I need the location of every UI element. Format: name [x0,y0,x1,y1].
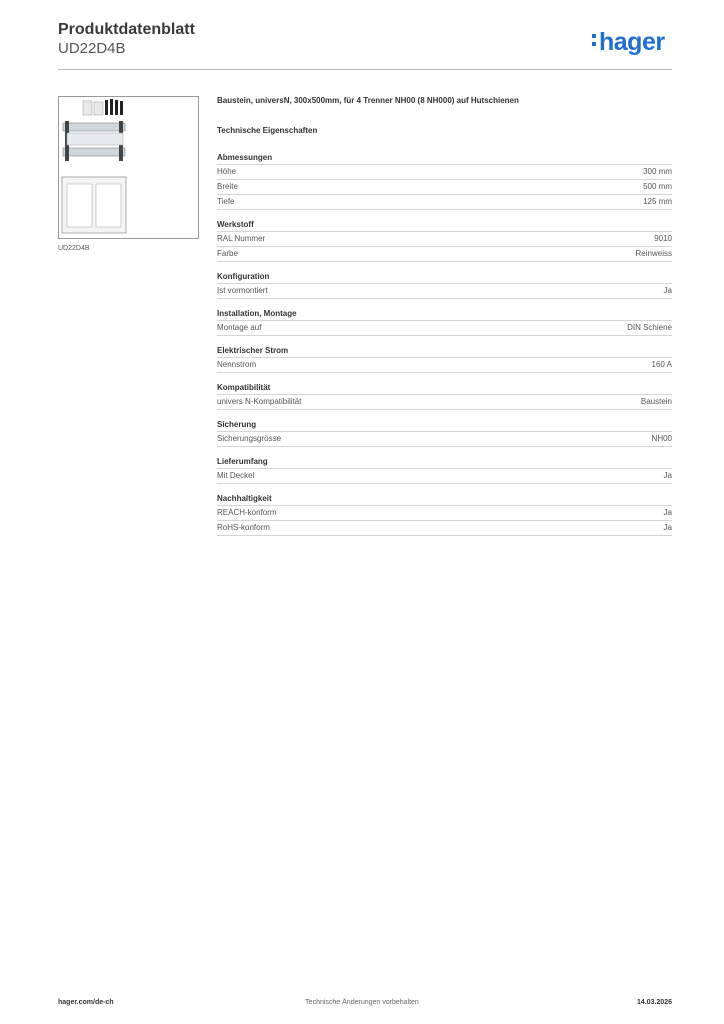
logo-dots-icon [592,28,597,50]
spec-section [217,493,672,536]
spec-section [217,219,672,262]
spec-value: Ja [663,286,672,295]
section-title: Installation, Montage [217,309,297,318]
section-title: Nachhaltigkeit [217,494,272,503]
image-caption: UD22D4B [58,245,90,252]
footer-date: 14.03.2026 [636,999,672,1006]
spec-label: Nennstrom [217,360,257,369]
spec-section [217,419,672,447]
spec-label: Sicherungsgrösse [217,434,282,443]
hager-logo [592,28,665,57]
spec-row [217,194,672,210]
spec-label: REACH-konform [217,508,277,517]
product-illustration-icon [59,97,198,238]
section-title: Sicherung [217,420,257,429]
spec-label: Höhe [217,167,237,176]
spec-section [217,271,672,299]
footer-website[interactable]: hager.com/de-ch [58,999,114,1006]
section-title: Abmessungen [217,153,273,162]
spec-value: 500 mm [643,182,672,191]
spec-row [217,431,672,447]
spec-value: DIN Schiene [627,323,672,332]
document-subtitle: UD22D4B [58,40,126,57]
spec-section [217,456,672,484]
section-title: Elektrischer Strom [217,346,289,355]
spec-row [217,283,672,299]
spec-label: Breite [217,182,238,191]
section-title: Kompatibilität [217,383,271,392]
spec-value: 300 mm [643,167,672,176]
spec-value: Reinweiss [635,249,672,258]
spec-section [217,345,672,373]
spec-section [217,382,672,410]
spec-row [217,231,672,246]
spec-sections [217,152,672,536]
spec-row [217,468,672,484]
spec-row [217,520,672,536]
spec-value: Baustein [640,397,672,406]
spec-value: Ja [663,523,672,532]
spec-row [217,505,672,520]
spec-row [217,179,672,194]
spec-value: Ja [663,508,672,517]
spec-label: Farbe [217,249,238,258]
spec-label: univers N-Kompatibilität [217,397,302,406]
spec-value: 125 mm [643,197,672,206]
spec-row [217,320,672,336]
spec-value: NH00 [651,434,672,443]
spec-label: RAL Nummer [217,234,266,243]
product-image [58,96,199,239]
logo-text: hager [599,28,665,56]
spec-label: Tiefe [217,197,235,206]
spec-label: Mit Deckel [217,471,255,480]
spec-row [217,357,672,373]
spec-row [217,164,672,179]
spec-row [217,246,672,262]
spec-value: 9010 [654,234,672,243]
document-title: Produktdatenblatt [58,21,195,38]
spec-label: RoHS-konform [217,523,270,532]
footer-note: Technische Änderungen vorbehalten [305,999,419,1006]
spec-value: 160 A [651,360,672,369]
spec-label: Ist vormontiert [217,286,268,295]
tech-properties-heading: Technische Eigenschaften [217,126,318,135]
spec-section [217,308,672,336]
spec-row [217,394,672,410]
spec-label: Montage auf [217,323,262,332]
header-divider [58,69,672,70]
section-title: Konfiguration [217,272,270,281]
spec-content [217,96,672,545]
spec-value: Ja [663,471,672,480]
product-description: Baustein, universN, 300x500mm, für 4 Trenner NH00 (8 NH000) auf Hutschienen [217,96,519,105]
section-title: Lieferumfang [217,457,268,466]
section-title: Werkstoff [217,220,254,229]
spec-section [217,152,672,210]
